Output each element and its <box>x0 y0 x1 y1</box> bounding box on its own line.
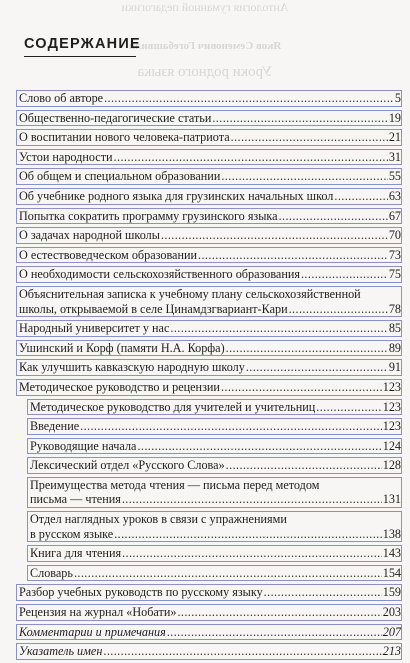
toc-entry[interactable] <box>27 418 402 435</box>
dot-leader <box>231 130 388 145</box>
toc-entry-title: Слово об авторе <box>19 91 104 105</box>
dot-leader <box>167 625 382 640</box>
toc-entry-title: в русском языке <box>30 526 114 541</box>
toc-page-number: 123 <box>382 379 401 394</box>
dot-leader <box>264 585 382 600</box>
bleed-through-line-1: Антология гуманной педагогики <box>121 0 289 14</box>
toc-entry[interactable] <box>16 168 402 185</box>
dot-leader <box>279 209 388 224</box>
toc-page-number: 73 <box>388 247 401 262</box>
toc-entry[interactable] <box>27 565 402 582</box>
toc-page-number: 19 <box>388 110 401 125</box>
toc-entry[interactable] <box>16 584 402 601</box>
toc-entry-title: Словарь <box>30 565 73 580</box>
bleed-through-line-2: Яков Семенович Гогебашвили <box>128 40 282 52</box>
dot-leader <box>74 566 382 581</box>
toc-entry[interactable] <box>27 477 402 508</box>
title-underline <box>24 56 136 57</box>
dot-leader <box>80 419 382 434</box>
toc-page-number: 123 <box>382 419 401 434</box>
toc-entry-title: О воспитании нового человека-патриота <box>19 130 230 145</box>
toc-entry[interactable] <box>16 340 402 357</box>
table-of-contents <box>16 90 402 663</box>
toc-entry-title: Книга для чтения <box>30 546 122 561</box>
dot-leader <box>198 248 388 263</box>
toc-page-number: 131 <box>382 492 401 507</box>
toc-entry[interactable] <box>16 247 402 264</box>
toc-page-number: 75 <box>388 267 401 282</box>
toc-entry[interactable] <box>16 90 402 107</box>
toc-entry-title: О необходимости сельскохозяйственного образования <box>19 267 300 282</box>
toc-entry-title: Общественно-педагогические статьи <box>19 110 212 125</box>
toc-page-number: 63 <box>388 188 401 203</box>
toc-entry[interactable] <box>16 110 402 127</box>
toc-entry-title: Введение <box>30 419 80 434</box>
toc-entry[interactable] <box>16 129 402 146</box>
toc-page-number: 91 <box>388 360 401 375</box>
dot-leader <box>177 605 381 620</box>
dot-leader <box>289 302 388 317</box>
dot-leader <box>221 380 382 395</box>
dot-leader <box>114 527 382 542</box>
toc-entry-title: Попытка сократить программу грузинского языка <box>19 208 278 223</box>
page-title: СОДЕРЖАНИЕ <box>24 36 141 52</box>
toc-page-number: 154 <box>382 565 401 580</box>
toc-entry[interactable] <box>16 379 402 396</box>
toc-page-number: 138 <box>382 526 401 541</box>
dot-leader <box>122 546 382 561</box>
toc-entry[interactable] <box>27 399 402 416</box>
toc-entry[interactable] <box>16 624 402 641</box>
toc-entry-title: Разбор учебных руководств по русскому языку <box>19 585 263 600</box>
toc-entry-title: Устои народности <box>19 149 113 164</box>
toc-entry[interactable] <box>16 643 402 660</box>
toc-page-number: 67 <box>388 208 401 223</box>
toc-entry[interactable] <box>16 604 402 621</box>
bleed-through-line-3: Уроки родного языка <box>137 64 273 80</box>
toc-entry-title: Народный университет у нас <box>19 321 170 336</box>
toc-entry[interactable] <box>16 266 402 283</box>
toc-entry[interactable] <box>16 149 402 166</box>
toc-entry-title: Комментарии и примечания <box>19 624 166 639</box>
toc-entry[interactable] <box>16 208 402 225</box>
toc-page-number: 55 <box>388 169 401 184</box>
toc-entry[interactable] <box>27 511 402 542</box>
toc-page-number: 143 <box>382 546 401 561</box>
dot-leader <box>226 341 388 356</box>
toc-entry-title: Рецензия на журнал «Нобати» <box>19 605 177 620</box>
dot-leader <box>104 91 394 106</box>
toc-page-number: 213 <box>382 644 401 659</box>
toc-entry-title-line: Объяснительная записка к учебному плану сельскохозяйственной <box>19 286 361 301</box>
toc-page-number: 85 <box>388 321 401 336</box>
toc-entry[interactable] <box>16 227 402 244</box>
dot-leader <box>301 267 388 282</box>
toc-page-number: 203 <box>382 605 401 620</box>
dot-leader <box>103 644 381 659</box>
toc-entry-title: Ушинский и Корф (памяти Н.А. Корфа) <box>19 340 225 355</box>
toc-entry[interactable] <box>16 188 402 205</box>
toc-entry-title: О естествоведческом образовании <box>19 247 198 262</box>
toc-page-number: 89 <box>388 340 401 355</box>
toc-entry-title: письма — чтения <box>30 492 121 507</box>
toc-page-number: 5 <box>394 91 401 105</box>
toc-entry[interactable] <box>16 359 402 376</box>
dot-leader <box>316 400 381 415</box>
toc-entry-title: Об общем и специальном образовании <box>19 169 221 184</box>
toc-entry-title: Как улучшить кавказскую народную школу <box>19 360 245 375</box>
toc-page-number: 78 <box>388 301 401 316</box>
dot-leader <box>212 111 387 126</box>
toc-entry-title-line: Отдел наглядных уроков в связи с упражнениями <box>30 512 287 527</box>
toc-page-number: 159 <box>382 585 401 600</box>
toc-entry-title: Руководящие начала <box>30 438 137 453</box>
toc-entry-title: Методическое руководство для учителей и учительниц <box>30 399 316 414</box>
toc-entry-title: Лексический отдел «Русского Слова» <box>30 458 225 473</box>
toc-page-number: 124 <box>382 438 401 453</box>
dot-leader <box>334 189 387 204</box>
toc-entry[interactable] <box>27 438 402 455</box>
toc-entry[interactable] <box>27 545 402 562</box>
toc-entry[interactable] <box>16 286 402 317</box>
toc-page-number: 123 <box>382 399 401 414</box>
toc-entry[interactable] <box>27 457 402 474</box>
toc-entry-title: Методическое руководство и рецензии <box>19 379 220 394</box>
dot-leader <box>226 458 382 473</box>
toc-entry-title: школы, открываемой в селе Цинамдзгвариант-Кари <box>19 301 288 316</box>
toc-page-number: 21 <box>388 130 401 145</box>
toc-page-number: 128 <box>382 458 401 473</box>
dot-leader <box>137 439 381 454</box>
toc-page-number: 31 <box>388 149 401 164</box>
dot-leader <box>114 150 388 165</box>
toc-entry[interactable] <box>16 320 402 337</box>
toc-entry-title: О задачах народной школы <box>19 228 160 243</box>
toc-page-number: 207 <box>382 624 401 639</box>
toc-entry-title-line: Преимущества метода чтения — письма перед методом <box>30 477 320 492</box>
toc-entry-title: Указатель имен <box>19 644 103 659</box>
dot-leader <box>221 169 387 184</box>
dot-leader <box>122 492 382 507</box>
dot-leader <box>161 228 388 243</box>
dot-leader <box>170 321 387 336</box>
dot-leader <box>246 360 388 375</box>
toc-entry-title: Об учебнике родного языка для грузинских начальных школ <box>19 188 334 203</box>
toc-page-number: 70 <box>388 228 401 243</box>
